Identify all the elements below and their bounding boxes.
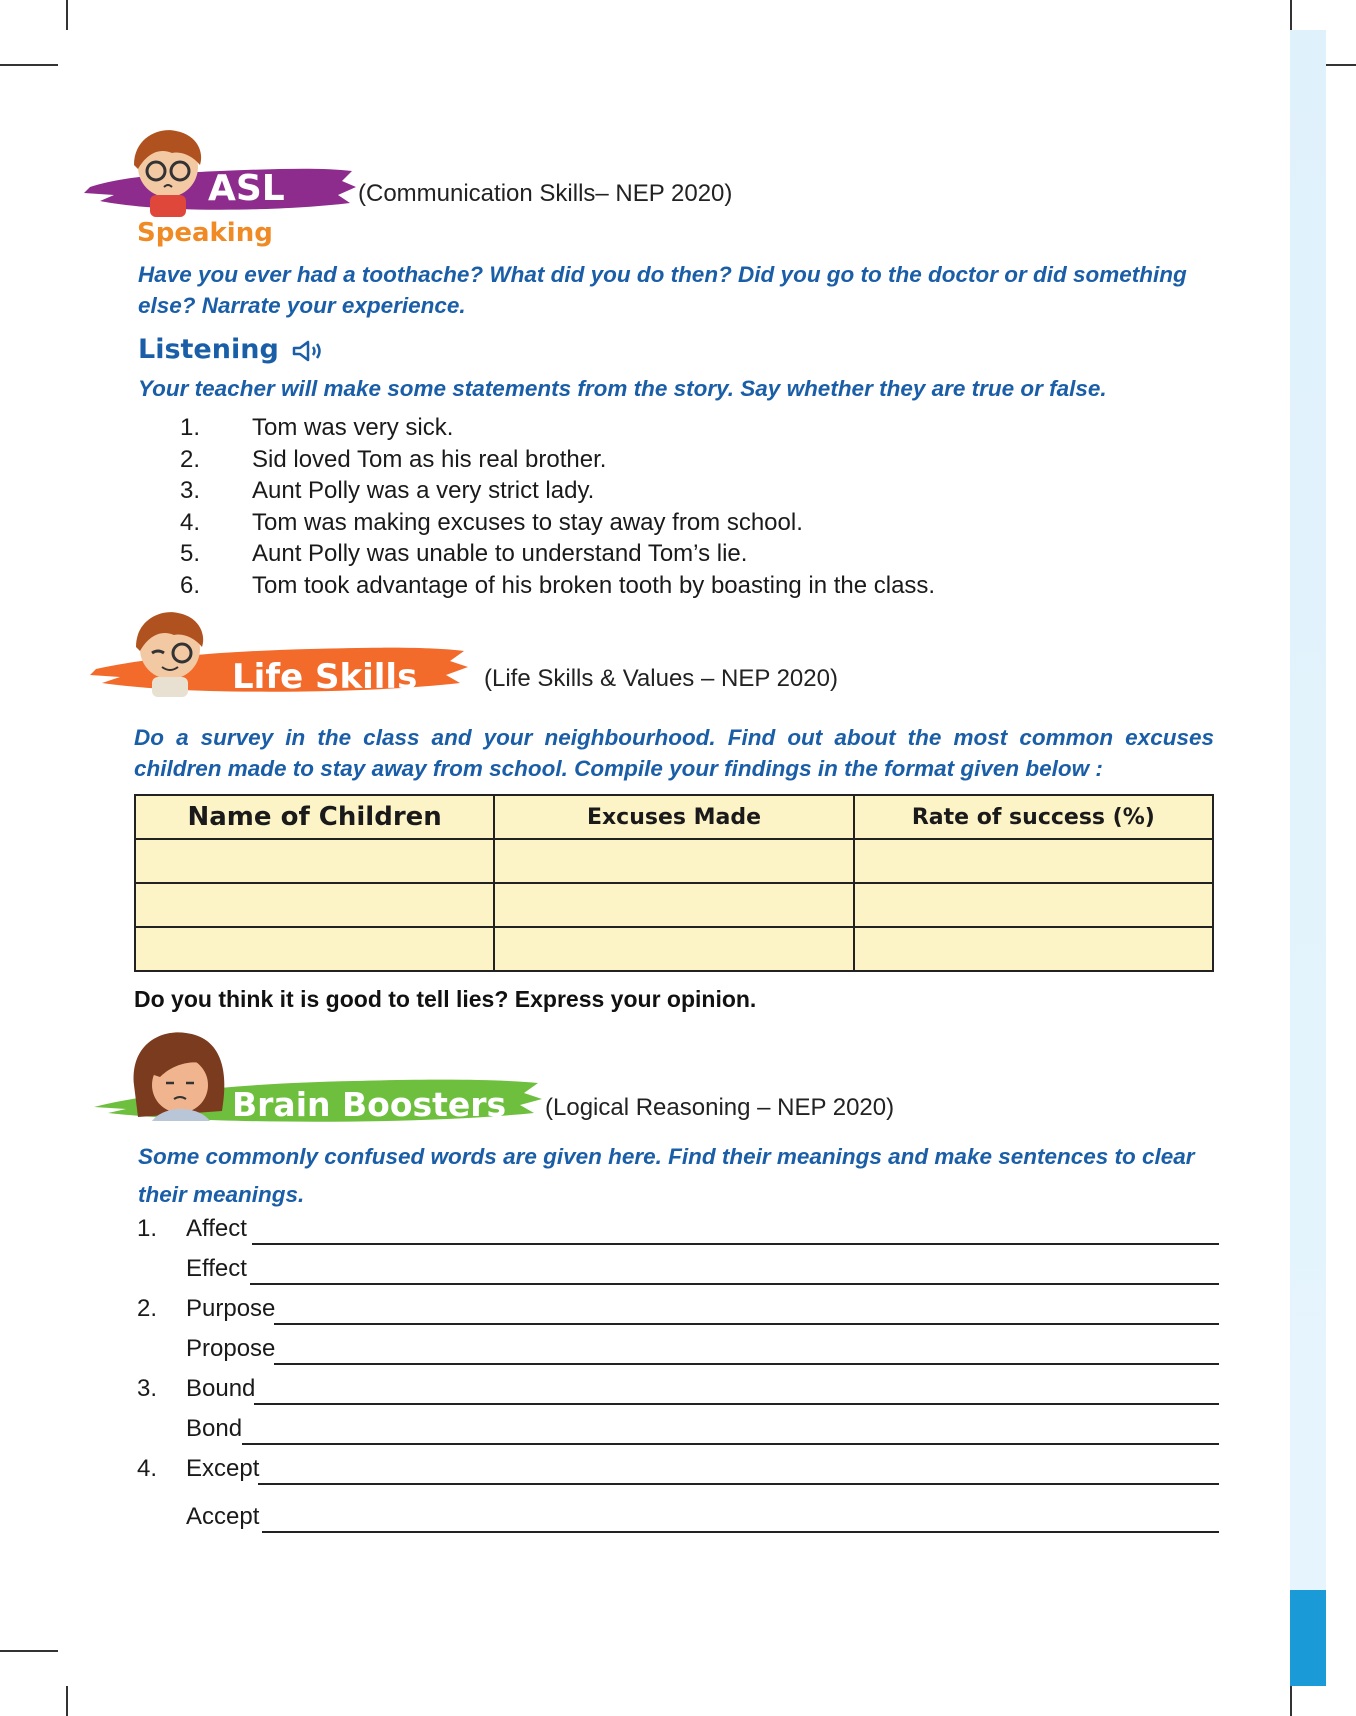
brain-boosters-banner [94, 1025, 544, 1137]
brain-boosters-prompt: Some commonly confused words are given here. Find their meanings and make sentences to clear their meanings. [138, 1144, 1195, 1207]
answer-line[interactable] [242, 1443, 1219, 1445]
life-skills-banner-title: Life Skills [232, 657, 418, 697]
list-item [134, 1413, 1219, 1453]
crop-mark [66, 1686, 68, 1716]
list-item [134, 1213, 1219, 1253]
list-item-number: 3. [180, 477, 201, 504]
list-item-number: 4. [180, 508, 201, 536]
answer-line[interactable] [254, 1403, 1219, 1405]
life-skills-banner [90, 605, 470, 705]
brain-boosters-tag: (Logical Reasoning – NEP 2020) [545, 1094, 895, 1121]
page-side-strip-bottom [1290, 1590, 1326, 1686]
confused-words-list [134, 1213, 1219, 1541]
table-cell[interactable] [854, 883, 1213, 927]
listening-heading-label: Listening [138, 334, 279, 365]
list-item-number: 1. [180, 414, 201, 441]
table-cell[interactable] [854, 839, 1213, 883]
crop-mark [0, 64, 58, 66]
page-side-strip [1290, 30, 1326, 1590]
crop-mark [1326, 64, 1356, 66]
word-label: Bond [186, 1415, 243, 1442]
asl-banner-title: ASL [208, 168, 285, 209]
opinion-question: Do you think it is good to tell lies? Express your opinion. [134, 986, 757, 1012]
life-skills-prompt: Do a survey in the class and your neighbourhood. Find out about the most common excuses children made to stay away from school. Compile your findings in the format given below : [134, 725, 1214, 781]
word-label: Effect [186, 1255, 247, 1282]
listening-heading [138, 334, 326, 365]
list-item [134, 1253, 1219, 1293]
list-item-text: Tom took advantage of his broken tooth by boasting in the class. [252, 571, 936, 599]
list-item [134, 1373, 1219, 1413]
word-label: Propose [186, 1335, 276, 1362]
table-cell[interactable] [494, 927, 853, 971]
list-item-text: Aunt Polly was a very strict lady. [252, 477, 595, 504]
speaking-prompt: Have you ever had a toothache? What did you do then? Did you go to the doctor or did something else? Narrate your experience. [138, 262, 1187, 318]
survey-table [134, 794, 1214, 972]
table-cell[interactable] [854, 927, 1213, 971]
listening-prompt: Your teacher will make some statements from the story. Say whether they are true or false. [138, 376, 1107, 401]
table-cell[interactable] [135, 839, 494, 883]
table-row [135, 839, 1213, 883]
word-number: 2. [137, 1295, 158, 1322]
list-item-number: 5. [180, 540, 201, 567]
word-number: 1. [137, 1215, 158, 1242]
list-item-text: Aunt Polly was unable to understand Tom’s lie. [252, 540, 748, 567]
answer-line[interactable] [262, 1531, 1219, 1533]
table-cell[interactable] [135, 927, 494, 971]
answer-line[interactable] [274, 1323, 1219, 1325]
answer-line[interactable] [274, 1363, 1219, 1365]
word-number: 3. [137, 1375, 158, 1402]
crop-mark [1290, 0, 1292, 30]
list-item [134, 1293, 1219, 1333]
list-item [134, 1501, 1219, 1541]
list-item-text: Tom was making excuses to stay away from school. [252, 508, 803, 536]
table-header-row [135, 795, 1213, 839]
asl-tag: (Communication Skills– NEP 2020) [358, 180, 733, 207]
word-label: Bound [186, 1375, 256, 1402]
table-header-excuses: Excuses Made [494, 795, 853, 839]
table-row [135, 927, 1213, 971]
table-cell[interactable] [494, 839, 853, 883]
word-number: 4. [137, 1455, 158, 1482]
word-label: Affect [186, 1215, 247, 1242]
list-item [134, 1453, 1219, 1501]
word-label: Purpose [186, 1295, 276, 1322]
list-item-text: Tom was very sick. [252, 414, 454, 441]
list-item [134, 1333, 1219, 1373]
table-header-rate: Rate of success (%) [854, 795, 1213, 839]
word-label: Except [186, 1455, 260, 1482]
table-row [135, 883, 1213, 927]
list-item-number: 2. [180, 445, 201, 473]
answer-line[interactable] [258, 1483, 1219, 1485]
table-cell[interactable] [494, 883, 853, 927]
table-cell[interactable] [135, 883, 494, 927]
life-skills-tag: (Life Skills & Values – NEP 2020) [484, 665, 838, 692]
crop-mark [1290, 1686, 1292, 1716]
crop-mark [0, 1650, 58, 1652]
answer-line[interactable] [250, 1283, 1219, 1285]
answer-line[interactable] [252, 1243, 1219, 1245]
speaking-heading: Speaking [137, 218, 273, 248]
speaker-icon [292, 339, 326, 363]
list-item-number: 6. [180, 571, 201, 599]
brain-boosters-banner-title: Brain Boosters [232, 1085, 507, 1124]
word-label: Accept [186, 1503, 260, 1530]
asl-banner [80, 125, 360, 225]
crop-mark [66, 0, 68, 30]
list-item-text: Sid loved Tom as his real brother. [252, 445, 607, 473]
table-header-name: Name of Children [135, 795, 494, 839]
